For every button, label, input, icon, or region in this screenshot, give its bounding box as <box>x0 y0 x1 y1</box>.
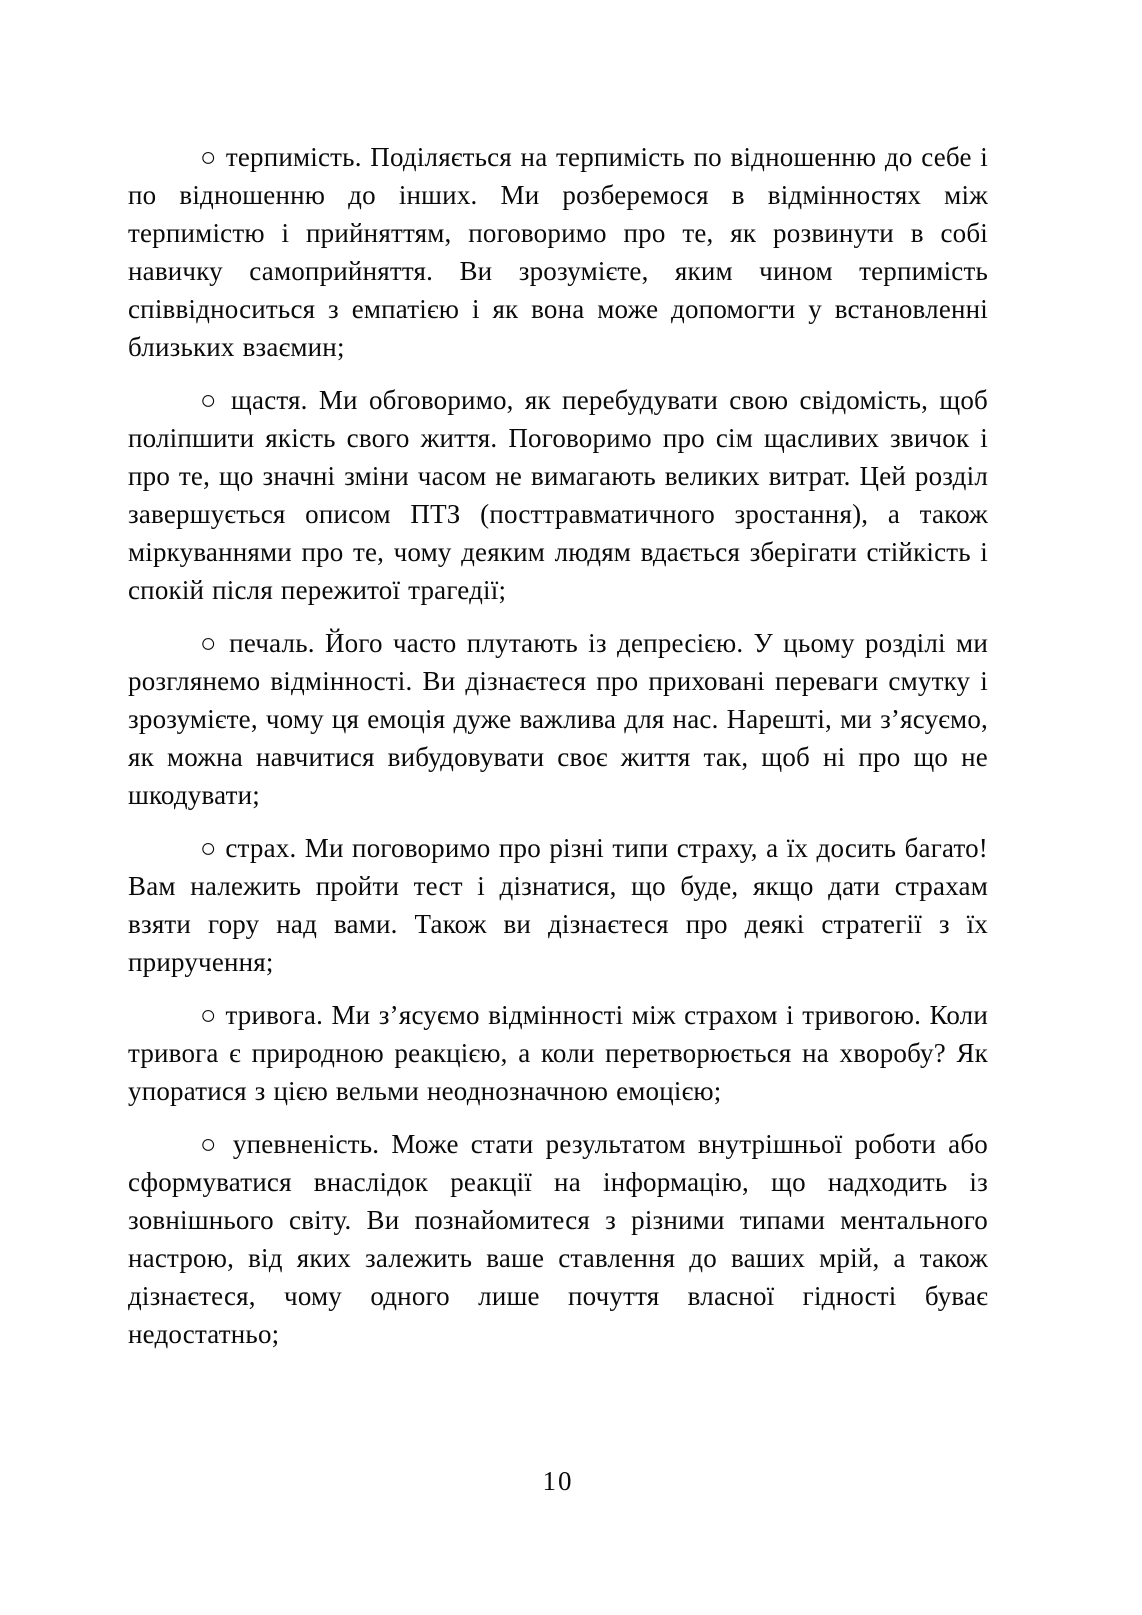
list-item-happiness: ○ щастя. Ми обговоримо, як перебудувати свою свідомість, щоб поліпшити якість свого життя. Поговоримо про сім щасливих звичок і про те, що значні зміни часом не вимагають великих витрат. Цей розділ завершується описом ПТЗ (посттравматичного зростання), а також міркуваннями про те, чому деяким людям вдається зберігати стійкість і спокій після пережитої трагедії; <box>128 385 988 605</box>
list-item-tolerance: ○ терпимість. Поділяється на терпимість по відношенню до себе і по відношенню до інших. Ми розберемося в відмінностях між терпимістю і прийняттям, поговоримо про те, як розвинути в собі навичку самоприйняття. Ви зрозумієте, яким чином терпимість співвідноситься з емпатією і як вона може допомогти у встановленні близьких взаємин; <box>128 142 988 362</box>
page-text-block <box>128 138 988 1368</box>
page-number: 10 <box>542 1466 574 1496</box>
list-item-confidence: ○ упевненість. Може стати результатом внутрішньої роботи або сформуватися внаслідок реакції на інформацію, що надходить із зовнішнього світу. Ви познайомитеся з різними типами ментального настрою, від яких залежить ваше ставлення до ваших мрій, а також дізнаєтеся, чому одного лише почуття власної гідності буває недостатньо; <box>128 1129 988 1349</box>
list-item-sadness: ○ печаль. Його часто плутають із депресією. У цьому розділі ми розглянемо відмінності. Ви дізнаєтеся про приховані переваги смутку і зрозумієте, чому ця емоція дуже важлива для нас. Нарешті, ми з’ясуємо, як можна навчитися вибудовувати своє життя так, щоб ні про що не шкодувати; <box>128 628 988 810</box>
list-item-anxiety: ○ тривога. Ми з’ясуємо відмінності між страхом і тривогою. Коли тривога є природною реакцією, а коли перетворюється на хворобу? Як упоратися з цією вельми неоднозначною емоцією; <box>128 1000 988 1106</box>
list-item-fear: ○ страх. Ми поговоримо про різні типи страху, а їх досить багато! Вам належить пройти тест і дізнатися, що буде, якщо дати страхам взяти гору над вами. Також ви дізнаєтеся про деякі стратегії з їх приручення; <box>128 833 988 977</box>
